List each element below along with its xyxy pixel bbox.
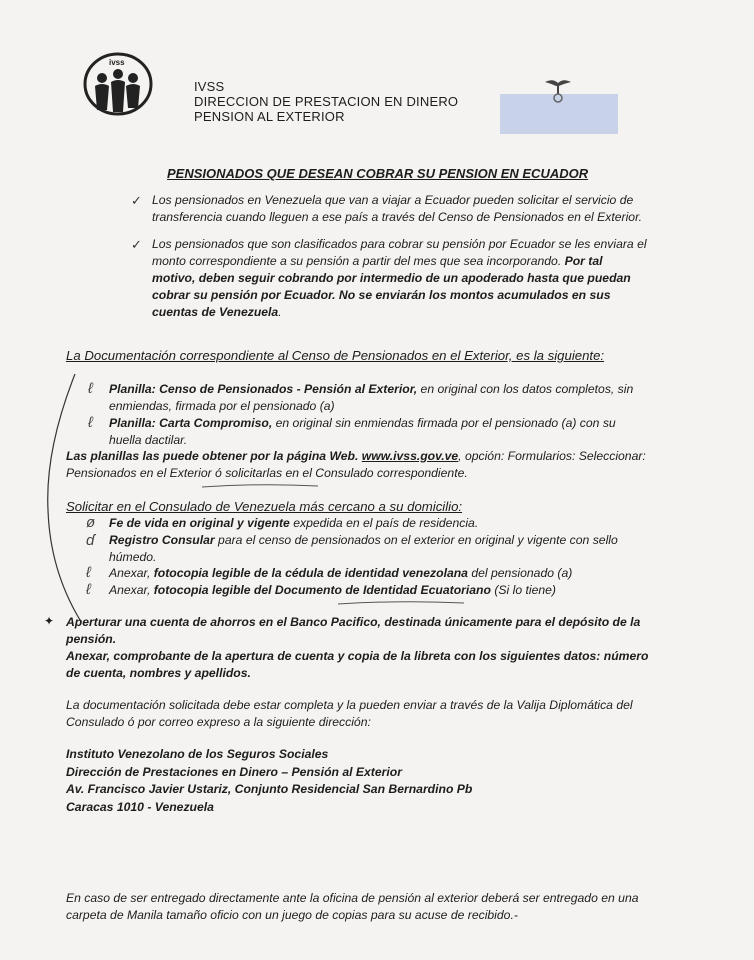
bullet-1-text: Los pensionados en Venezuela que van a viajar a Ecuador pueden solicitar el servicio de transferencia cuando lleguen a ese país a través del Censo de Pensionados en el Exterior.	[152, 193, 643, 224]
consulado-heading: Solicitar en el Consulado de Venezuela más cercano a su domicilio:	[66, 499, 463, 514]
web-intro: Las planillas las puede obtener por la página Web.	[66, 449, 359, 463]
page-title: PENSIONADOS QUE DESEAN COBRAR SU PENSION EN ECUADOR	[167, 166, 589, 181]
consulado-item-1-bold: Fe de vida en original y vigente	[109, 516, 290, 530]
address-line-2: Dirección de Prestaciones en Dinero – Pensión al Exterior	[66, 764, 402, 779]
bullet-dot-icon: ✦	[44, 614, 55, 628]
documentation-heading: La Documentación correspondiente al Censo de Pensionados en el Exterior, es la siguiente:	[66, 348, 605, 363]
handwritten-check-icon: ɗ	[86, 532, 95, 549]
consulado-item-4-pre: Anexar,	[109, 583, 154, 597]
consulado-item-2-rest: para el censo de pensionados on el exterior en original y vigente con sello húmedo.	[109, 533, 618, 564]
consulado-item-4-bold: fotocopia legible del Documento de Identidad Ecuatoriano	[153, 583, 491, 597]
condor-icon	[543, 74, 573, 104]
header-block	[194, 79, 458, 124]
bullet-2-text-c: .	[278, 305, 282, 319]
header-line-2: DIRECCION DE PRESTACION EN DINERO	[194, 94, 459, 109]
cuenta-line-1: Aperturar una cuenta de ahorros en el Banco Pacifico, destinada únicamente para el depósito de la pensión.	[66, 615, 641, 646]
planilla-2-desc: en original sin enmiendas firmada por el pensionado (a) con su huella dactilar.	[109, 416, 616, 447]
address-line-1: Instituto Venezolano de los Seguros Sociales	[66, 747, 329, 761]
consulado-item-1	[109, 515, 649, 532]
planilla-2-title: Planilla: Carta Compromiso,	[109, 416, 273, 430]
address-line-3: Av. Francisco Javier Ustariz, Conjunto Residencial San Bernardino Pb	[66, 782, 473, 796]
header-line-3: PENSION AL EXTERIOR	[194, 109, 345, 124]
handwritten-check-icon: ℓ	[86, 581, 91, 598]
cuenta-line-2: Anexar, comprobante de la apertura de cuenta y copia de la libreta con los siguientes datos: número de cuenta, nombres y apellidos.	[66, 649, 649, 680]
consulado-item-4	[109, 582, 649, 599]
ivss-logo	[82, 52, 154, 120]
consulado-item-3-rest: del pensionado (a)	[467, 566, 573, 580]
handwritten-check-icon: ℓ	[88, 380, 93, 397]
planilla-1	[109, 381, 649, 415]
web-paragraph	[66, 448, 650, 482]
footer-paragraph: En caso de ser entregado directamente ante la oficina de pensión al exterior deberá ser entregado en una carpeta de Manila tamaño oficio con un juego de copias para su acuse de recibido.-	[66, 891, 639, 922]
consulado-item-2	[109, 532, 649, 566]
address-line-4: Caracas 1010 - Venezuela	[66, 799, 214, 814]
bullet-2-text-b: Por tal motivo, deben seguir cobrando por intermedio de un apoderado hasta que puedan cobrar su pensión por Ecuador. No se enviarán los montos acumulados en sus cuentas de Venezuela	[152, 254, 631, 319]
planilla-1-title: Planilla: Censo de Pensionados - Pensión al Exterior,	[109, 382, 418, 396]
address-block	[66, 746, 472, 816]
handwritten-underline	[336, 598, 466, 608]
checkmark-icon: ✓	[131, 193, 142, 208]
ivss-website-link[interactable]: www.ivss.gov.ve	[361, 449, 459, 463]
handwritten-check-icon: ℓ	[88, 414, 93, 431]
consulado-item-4-rest: (Si lo tiene)	[490, 583, 556, 597]
handwritten-underline	[200, 482, 320, 490]
consulado-item-3-pre: Anexar,	[109, 566, 154, 580]
bullet-2-text	[152, 236, 649, 321]
consulado-item-3-bold: fotocopia legible de la cédula de identidad venezolana	[153, 566, 468, 580]
bullet-2-text-a: Los pensionados que son clasificados para cobrar su pensión por Ecuador se les enviara el monto correspondiente a su pensión a partir del mes que sea incorporando.	[152, 237, 647, 268]
handwritten-check-icon: ℓ	[86, 564, 91, 581]
consulado-item-3	[109, 565, 649, 582]
header-line-1: IVSS	[194, 79, 225, 94]
web-rest: , opción: Formularios: Seleccionar: Pensionados en el Exterior ó solicitarlas en el Consulado correspondiente.	[66, 449, 646, 480]
handwritten-check-icon: ø	[86, 514, 96, 531]
consulado-item-1-rest: expedida en el país de residencia.	[289, 516, 479, 530]
planilla-2	[109, 415, 649, 449]
checkmark-icon: ✓	[131, 237, 142, 252]
planilla-1-desc: en original con los datos completos, sin enmiendas, firmada por el pensionado (a)	[109, 382, 634, 413]
envio-paragraph: La documentación solicitada debe estar completa y la pueden enviar a través de la Valija Diplomática del Consulado ó por correo expreso a la siguiente dirección:	[66, 698, 633, 729]
consulado-item-2-bold: Registro Consular	[109, 533, 215, 547]
logo-text: ivss	[109, 58, 125, 67]
